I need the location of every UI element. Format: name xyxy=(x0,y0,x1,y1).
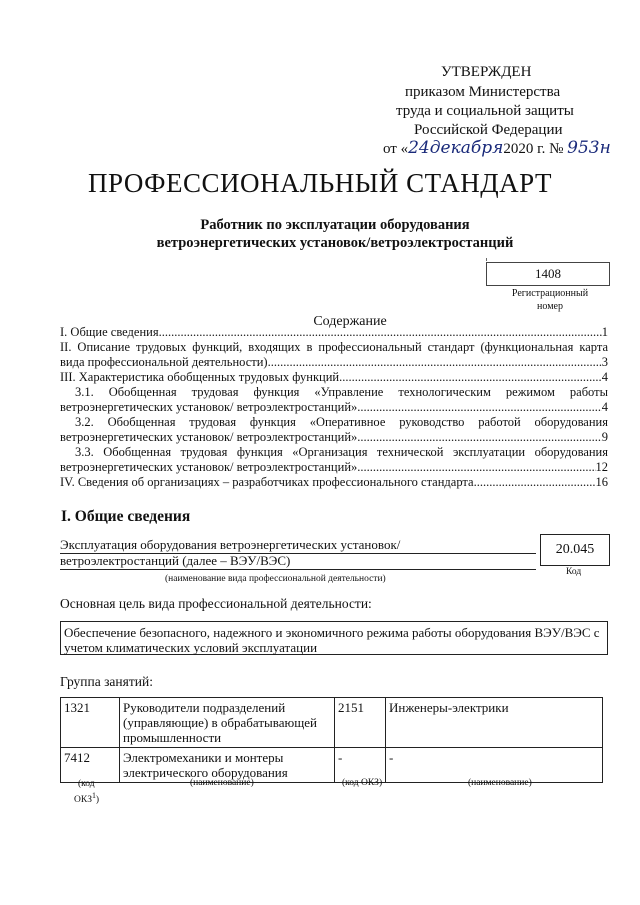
toc-item-text: ветроэнергетических установок/ ветроэлектростанций» xyxy=(60,400,358,414)
toc-item-text: ветроэнергетических установок/ ветроэлектростанций» xyxy=(60,460,358,474)
toc-leader xyxy=(357,430,601,445)
page-title: ПРОФЕССИОНАЛЬНЫЙ СТАНДАРТ xyxy=(87,168,553,198)
toc-item-page: 4 xyxy=(601,370,608,384)
footnote-marker[interactable]: 1 xyxy=(91,791,96,800)
occupation-name-cell: Руководители подразделений (управляющие) в обрабатывающей промышленности xyxy=(120,698,335,748)
toc-item[interactable] xyxy=(60,355,608,370)
code-caption: Код xyxy=(566,567,582,577)
registration-number-box: 1408 xyxy=(486,262,610,286)
okz-code-cell: - xyxy=(335,748,386,783)
caption-okz: ОКЗ xyxy=(74,795,92,806)
toc-item-text: I. Общие сведения xyxy=(60,325,159,339)
toc-item[interactable] xyxy=(60,325,608,340)
caption-close: ) xyxy=(95,795,100,806)
occupation-group-label: Группа занятий: xyxy=(60,674,153,689)
toc-item-line[interactable]: 3.2. Обобщенная трудовая функция «Оперативное руководство работой оборудования xyxy=(75,415,608,429)
table-row xyxy=(61,698,603,748)
table-caption-code-b: (код ОКЗ) xyxy=(342,778,383,788)
registration-label-line2: номер xyxy=(537,301,563,312)
goal-label: Основная цель вида профессиональной деятельности: xyxy=(60,596,372,611)
occupation-name-cell: Инженеры-электрики xyxy=(386,698,603,748)
table-caption-code xyxy=(74,778,100,806)
approval-line: приказом Министерства xyxy=(405,84,561,100)
table-caption-name: (наименование) xyxy=(190,778,254,788)
toc-item[interactable] xyxy=(60,400,608,415)
toc-leader xyxy=(357,400,601,415)
toc-item-page: 9 xyxy=(601,430,608,444)
approval-line: труда и социальной защиты xyxy=(396,103,574,119)
approval-title: УТВЕРЖДЕН xyxy=(441,64,532,80)
toc-item-page: 1 xyxy=(601,325,608,339)
toc-item-page: 4 xyxy=(601,400,608,414)
toc-item-page: 3 xyxy=(601,355,608,369)
approval-date xyxy=(383,138,611,159)
order-number: 953н xyxy=(567,138,611,158)
toc-item-page: 12 xyxy=(595,460,608,474)
toc-item-text: ветроэнергетических установок/ ветроэлектростанций» xyxy=(60,430,358,444)
toc-item-line[interactable]: 3.1. Обобщенная трудовая функция «Управление технологическим режимом работы xyxy=(75,385,608,399)
toc-item-page: 16 xyxy=(595,475,608,489)
standard-name-line1: Работник по эксплуатации оборудования xyxy=(200,217,470,233)
occupation-table xyxy=(60,697,603,783)
okz-code-cell: 7412 xyxy=(61,748,120,783)
toc-leader xyxy=(268,355,602,370)
toc-item-text: III. Характеристика обобщенных трудовых функций xyxy=(60,370,340,384)
toc-leader xyxy=(474,475,596,490)
goal-box: Обеспечение безопасного, надежного и экономичного режима работы оборудования ВЭУ/ВЭС с учетом климатических условий эксплуатации xyxy=(60,621,608,655)
occupation-name-cell: Электромеханики и монтеры электрического оборудования xyxy=(120,748,335,783)
section-heading: I. Общие сведения xyxy=(61,508,191,525)
date-month: декабря xyxy=(429,138,504,158)
registration-label-line1: Регистрационный xyxy=(511,288,589,299)
standard-name-line2: ветроэнергетических установок/ветроэлектростанций xyxy=(156,235,514,251)
okz-code-cell: 1321 xyxy=(61,698,120,748)
date-day: 24 xyxy=(408,138,430,158)
toc-item-text: IV. Сведения об организациях – разработчиках профессионального стандарта xyxy=(60,475,474,489)
toc-item[interactable] xyxy=(60,370,608,385)
toc-heading: Содержание xyxy=(313,314,387,329)
date-year: 2020 г. № xyxy=(503,141,564,157)
toc-item-line[interactable]: II. Описание трудовых функций, входящих в профессиональный стандарт (функциональная карта xyxy=(60,340,608,354)
toc-leader xyxy=(339,370,602,385)
activity-line2: ветроэлектростанций (далее – ВЭУ/ВЭС) xyxy=(60,553,536,570)
activity-line1: Эксплуатация оборудования ветроэнергетических установок/ xyxy=(60,537,536,554)
toc-item-text: вида профессиональной деятельности) xyxy=(60,355,268,369)
standard-name xyxy=(0,216,640,252)
activity-caption: (наименование вида профессиональной деятельности) xyxy=(165,574,386,584)
approval-line: Российской Федерации xyxy=(414,122,563,138)
toc-item[interactable] xyxy=(60,475,608,490)
occupation-name-cell: - xyxy=(386,748,603,783)
table-caption-name-b: (наименование) xyxy=(468,778,532,788)
toc-item-line[interactable]: 3.3. Обобщенная трудовая функция «Организация технической эксплуатации оборудования xyxy=(75,445,608,459)
toc-leader xyxy=(357,460,595,475)
registration-label xyxy=(500,287,600,313)
date-prefix: от « xyxy=(383,141,409,157)
toc-leader xyxy=(159,325,602,340)
caption-code: (код xyxy=(78,779,95,789)
toc-item[interactable] xyxy=(60,430,608,445)
activity-code-box: 20.045 xyxy=(540,534,610,566)
okz-code-cell: 2151 xyxy=(335,698,386,748)
toc-item[interactable] xyxy=(60,460,608,475)
